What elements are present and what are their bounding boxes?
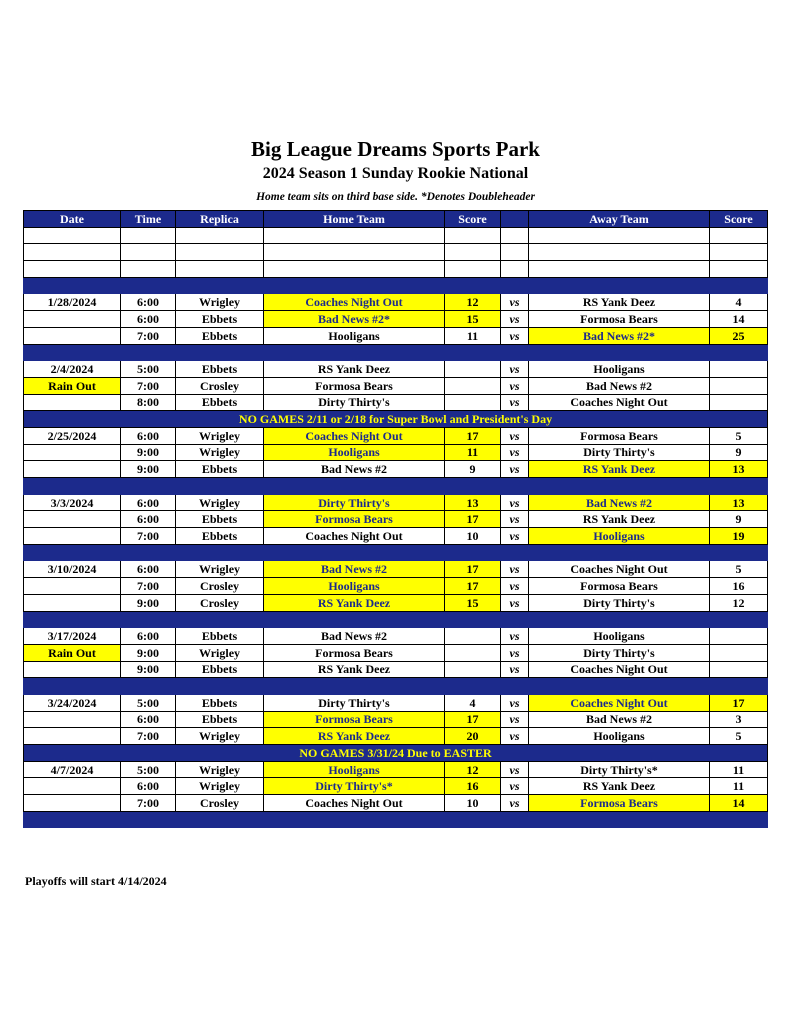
blank-cell <box>264 227 445 244</box>
schedule-note: Home team sits on third base side. *Denotes Doubleheader <box>256 191 535 203</box>
separator-row <box>24 478 768 495</box>
game-date <box>24 711 121 728</box>
game-date <box>24 778 121 795</box>
game-replica: Wrigley <box>176 494 264 511</box>
vs-label: vs <box>501 494 529 511</box>
game-time: 6:00 <box>121 711 176 728</box>
game-time: 6:00 <box>121 628 176 645</box>
game-time: 9:00 <box>121 661 176 678</box>
away-team: Formosa Bears <box>529 795 710 812</box>
game-row <box>24 661 768 678</box>
game-replica: Ebbets <box>176 361 264 378</box>
home-score: 15 <box>445 311 501 328</box>
vs-label: vs <box>501 761 529 778</box>
away-score: 14 <box>710 795 768 812</box>
separator-cell <box>24 611 768 628</box>
home-team: Formosa Bears <box>264 511 445 528</box>
away-team: RS Yank Deez <box>529 511 710 528</box>
away-score: 17 <box>710 694 768 711</box>
away-team: RS Yank Deez <box>529 294 710 311</box>
game-replica: Ebbets <box>176 311 264 328</box>
blank-cell <box>501 244 529 261</box>
home-team: RS Yank Deez <box>264 728 445 745</box>
game-time: 5:00 <box>121 761 176 778</box>
separator-cell <box>24 678 768 695</box>
col-time: Time <box>121 211 176 228</box>
game-row <box>24 694 768 711</box>
game-row <box>24 511 768 528</box>
blank-row <box>24 227 768 244</box>
game-date: 3/10/2024 <box>24 561 121 578</box>
game-row <box>24 361 768 378</box>
game-time: 6:00 <box>121 294 176 311</box>
away-team: RS Yank Deez <box>529 778 710 795</box>
away-team: Bad News #2* <box>529 327 710 344</box>
game-time: 6:00 <box>121 427 176 444</box>
vs-label: vs <box>501 427 529 444</box>
vs-label: vs <box>501 311 529 328</box>
blank-cell <box>445 261 501 278</box>
game-time: 7:00 <box>121 327 176 344</box>
separator-cell <box>24 277 768 294</box>
game-time: 7:00 <box>121 795 176 812</box>
home-team: Dirty Thirty's* <box>264 778 445 795</box>
vs-label: vs <box>501 694 529 711</box>
away-team: Formosa Bears <box>529 578 710 595</box>
game-date <box>24 327 121 344</box>
game-row <box>24 311 768 328</box>
game-date <box>24 444 121 461</box>
vs-label: vs <box>501 327 529 344</box>
game-time: 5:00 <box>121 361 176 378</box>
away-team: Hooligans <box>529 728 710 745</box>
schedule-table <box>23 210 768 828</box>
game-row <box>24 294 768 311</box>
col-home-score: Score <box>445 211 501 228</box>
home-score <box>445 644 501 661</box>
away-score: 16 <box>710 578 768 595</box>
separator-row <box>24 544 768 561</box>
home-team: Dirty Thirty's <box>264 394 445 411</box>
game-time: 9:00 <box>121 444 176 461</box>
game-time: 6:00 <box>121 561 176 578</box>
away-team: Dirty Thirty's <box>529 644 710 661</box>
home-team: Hooligans <box>264 578 445 595</box>
away-team: Dirty Thirty's* <box>529 761 710 778</box>
home-score <box>445 661 501 678</box>
game-replica: Wrigley <box>176 294 264 311</box>
home-team: Dirty Thirty's <box>264 694 445 711</box>
blank-cell <box>445 244 501 261</box>
page-subtitle: 2024 Season 1 Sunday Rookie National <box>262 165 529 182</box>
game-time: 6:00 <box>121 778 176 795</box>
vs-label: vs <box>501 294 529 311</box>
game-date <box>24 728 121 745</box>
col-replica: Replica <box>176 211 264 228</box>
home-team: Bad News #2 <box>264 561 445 578</box>
game-row <box>24 778 768 795</box>
away-score: 25 <box>710 327 768 344</box>
game-time: 9:00 <box>121 644 176 661</box>
home-score <box>445 377 501 394</box>
game-replica: Ebbets <box>176 327 264 344</box>
home-score: 17 <box>445 427 501 444</box>
away-score: 13 <box>710 461 768 478</box>
home-team: Hooligans <box>264 444 445 461</box>
game-row <box>24 728 768 745</box>
game-date: 1/28/2024 <box>24 294 121 311</box>
game-replica: Wrigley <box>176 444 264 461</box>
home-team: Bad News #2* <box>264 311 445 328</box>
vs-label: vs <box>501 728 529 745</box>
home-team: Coaches Night Out <box>264 294 445 311</box>
away-score <box>710 628 768 645</box>
home-team: Coaches Night Out <box>264 528 445 545</box>
home-score: 17 <box>445 711 501 728</box>
blank-cell <box>24 227 121 244</box>
separator-row <box>24 611 768 628</box>
game-replica: Ebbets <box>176 528 264 545</box>
game-row <box>24 761 768 778</box>
home-team: Formosa Bears <box>264 377 445 394</box>
game-replica: Crosley <box>176 578 264 595</box>
away-team: Hooligans <box>529 528 710 545</box>
header-row <box>24 211 768 228</box>
game-replica: Ebbets <box>176 394 264 411</box>
notice-banner: NO GAMES 2/11 or 2/18 for Super Bowl and President's Day <box>24 411 768 428</box>
away-team: Bad News #2 <box>529 377 710 394</box>
home-team: Dirty Thirty's <box>264 494 445 511</box>
home-score: 12 <box>445 294 501 311</box>
home-team: Formosa Bears <box>264 644 445 661</box>
blank-cell <box>121 244 176 261</box>
game-replica: Ebbets <box>176 694 264 711</box>
vs-label: vs <box>501 661 529 678</box>
game-row <box>24 578 768 595</box>
away-score <box>710 377 768 394</box>
vs-label: vs <box>501 578 529 595</box>
away-team: Hooligans <box>529 361 710 378</box>
away-team: Dirty Thirty's <box>529 444 710 461</box>
col-date: Date <box>24 211 121 228</box>
vs-label: vs <box>501 377 529 394</box>
game-date <box>24 795 121 812</box>
blank-cell <box>529 244 710 261</box>
away-team: Formosa Bears <box>529 427 710 444</box>
game-replica: Crosley <box>176 377 264 394</box>
game-row <box>24 427 768 444</box>
notice-banner-row <box>24 411 768 428</box>
game-row <box>24 394 768 411</box>
away-team: Coaches Night Out <box>529 561 710 578</box>
home-score: 13 <box>445 494 501 511</box>
blank-cell <box>710 261 768 278</box>
blank-cell <box>176 261 264 278</box>
home-score: 12 <box>445 761 501 778</box>
home-team: Hooligans <box>264 327 445 344</box>
vs-label: vs <box>501 528 529 545</box>
away-score: 5 <box>710 427 768 444</box>
away-score: 9 <box>710 511 768 528</box>
away-team: Bad News #2 <box>529 494 710 511</box>
game-replica: Crosley <box>176 594 264 611</box>
game-row <box>24 594 768 611</box>
vs-label: vs <box>501 561 529 578</box>
home-team: Formosa Bears <box>264 711 445 728</box>
separator-row <box>24 277 768 294</box>
game-date <box>24 511 121 528</box>
game-replica: Wrigley <box>176 728 264 745</box>
vs-label: vs <box>501 511 529 528</box>
blank-cell <box>176 227 264 244</box>
blank-row <box>24 244 768 261</box>
away-score: 4 <box>710 294 768 311</box>
game-date: Rain Out <box>24 377 121 394</box>
vs-label: vs <box>501 444 529 461</box>
game-date <box>24 528 121 545</box>
game-time: 9:00 <box>121 594 176 611</box>
home-score: 16 <box>445 778 501 795</box>
blank-row <box>24 261 768 278</box>
home-score: 9 <box>445 461 501 478</box>
blank-cell <box>264 261 445 278</box>
game-row <box>24 795 768 812</box>
game-row <box>24 327 768 344</box>
game-date: 4/7/2024 <box>24 761 121 778</box>
separator-row <box>24 811 768 828</box>
away-score <box>710 644 768 661</box>
game-replica: Wrigley <box>176 778 264 795</box>
blank-cell <box>445 227 501 244</box>
col-vs <box>501 211 529 228</box>
game-time: 7:00 <box>121 578 176 595</box>
home-score <box>445 628 501 645</box>
away-team: RS Yank Deez <box>529 461 710 478</box>
home-score: 10 <box>445 795 501 812</box>
home-score: 11 <box>445 444 501 461</box>
game-time: 6:00 <box>121 511 176 528</box>
vs-label: vs <box>501 594 529 611</box>
home-score: 17 <box>445 511 501 528</box>
blank-cell <box>121 261 176 278</box>
away-score: 5 <box>710 728 768 745</box>
col-away-score: Score <box>710 211 768 228</box>
schedule-body <box>24 227 768 828</box>
home-team: Bad News #2 <box>264 628 445 645</box>
home-team: RS Yank Deez <box>264 594 445 611</box>
game-row <box>24 561 768 578</box>
game-row <box>24 628 768 645</box>
game-time: 6:00 <box>121 494 176 511</box>
game-replica: Crosley <box>176 795 264 812</box>
away-score <box>710 661 768 678</box>
away-team: Dirty Thirty's <box>529 594 710 611</box>
away-score: 11 <box>710 761 768 778</box>
vs-label: vs <box>501 778 529 795</box>
home-score: 11 <box>445 327 501 344</box>
away-team: Coaches Night Out <box>529 661 710 678</box>
game-date: 2/4/2024 <box>24 361 121 378</box>
home-team: Bad News #2 <box>264 461 445 478</box>
separator-cell <box>24 344 768 361</box>
blank-cell <box>501 261 529 278</box>
game-time: 9:00 <box>121 461 176 478</box>
away-team: Coaches Night Out <box>529 394 710 411</box>
game-replica: Ebbets <box>176 628 264 645</box>
blank-cell <box>121 227 176 244</box>
game-date <box>24 661 121 678</box>
away-score: 9 <box>710 444 768 461</box>
away-score: 14 <box>710 311 768 328</box>
vs-label: vs <box>501 711 529 728</box>
game-date <box>24 578 121 595</box>
blank-cell <box>264 244 445 261</box>
game-time: 7:00 <box>121 728 176 745</box>
away-team: Bad News #2 <box>529 711 710 728</box>
home-score <box>445 394 501 411</box>
game-replica: Ebbets <box>176 711 264 728</box>
separator-cell <box>24 478 768 495</box>
vs-label: vs <box>501 628 529 645</box>
game-date: 3/24/2024 <box>24 694 121 711</box>
home-score: 20 <box>445 728 501 745</box>
away-team: Hooligans <box>529 628 710 645</box>
blank-cell <box>176 244 264 261</box>
blank-cell <box>24 244 121 261</box>
notice-banner: NO GAMES 3/31/24 Due to EASTER <box>24 745 768 762</box>
home-team: RS Yank Deez <box>264 661 445 678</box>
vs-label: vs <box>501 644 529 661</box>
game-row <box>24 528 768 545</box>
home-team: Coaches Night Out <box>264 795 445 812</box>
game-row <box>24 494 768 511</box>
home-score: 4 <box>445 694 501 711</box>
vs-label: vs <box>501 461 529 478</box>
game-date: 3/3/2024 <box>24 494 121 511</box>
home-team: Hooligans <box>264 761 445 778</box>
game-date: Rain Out <box>24 644 121 661</box>
vs-label: vs <box>501 361 529 378</box>
away-score: 11 <box>710 778 768 795</box>
away-team: Coaches Night Out <box>529 694 710 711</box>
game-row <box>24 711 768 728</box>
home-score: 17 <box>445 561 501 578</box>
game-replica: Ebbets <box>176 661 264 678</box>
blank-cell <box>710 227 768 244</box>
away-score <box>710 361 768 378</box>
game-date <box>24 594 121 611</box>
game-time: 6:00 <box>121 311 176 328</box>
blank-cell <box>501 227 529 244</box>
vs-label: vs <box>501 394 529 411</box>
separator-row <box>24 678 768 695</box>
game-time: 7:00 <box>121 377 176 394</box>
away-team: Formosa Bears <box>529 311 710 328</box>
separator-cell <box>24 544 768 561</box>
home-team: RS Yank Deez <box>264 361 445 378</box>
game-date <box>24 394 121 411</box>
page-title: Big League Dreams Sports Park <box>251 137 540 161</box>
game-replica: Ebbets <box>176 511 264 528</box>
notice-banner-row <box>24 745 768 762</box>
home-score: 10 <box>445 528 501 545</box>
vs-label: vs <box>501 795 529 812</box>
game-time: 7:00 <box>121 528 176 545</box>
footer-note: Playoffs will start 4/14/2024 <box>25 874 167 888</box>
away-score: 5 <box>710 561 768 578</box>
game-date: 2/25/2024 <box>24 427 121 444</box>
game-row <box>24 644 768 661</box>
game-replica: Ebbets <box>176 461 264 478</box>
col-away-team: Away Team <box>529 211 710 228</box>
game-time: 8:00 <box>121 394 176 411</box>
game-replica: Wrigley <box>176 427 264 444</box>
game-row <box>24 377 768 394</box>
separator-cell <box>24 811 768 828</box>
game-row <box>24 444 768 461</box>
game-replica: Wrigley <box>176 761 264 778</box>
home-score: 17 <box>445 578 501 595</box>
game-date: 3/17/2024 <box>24 628 121 645</box>
away-score: 13 <box>710 494 768 511</box>
blank-cell <box>24 261 121 278</box>
game-replica: Wrigley <box>176 644 264 661</box>
away-score: 19 <box>710 528 768 545</box>
away-score: 3 <box>710 711 768 728</box>
blank-cell <box>529 227 710 244</box>
game-time: 5:00 <box>121 694 176 711</box>
col-home-team: Home Team <box>264 211 445 228</box>
home-team: Coaches Night Out <box>264 427 445 444</box>
blank-cell <box>710 244 768 261</box>
away-score <box>710 394 768 411</box>
away-score: 12 <box>710 594 768 611</box>
game-date <box>24 311 121 328</box>
game-date <box>24 461 121 478</box>
blank-cell <box>529 261 710 278</box>
game-replica: Wrigley <box>176 561 264 578</box>
home-score: 15 <box>445 594 501 611</box>
game-row <box>24 461 768 478</box>
separator-row <box>24 344 768 361</box>
home-score <box>445 361 501 378</box>
